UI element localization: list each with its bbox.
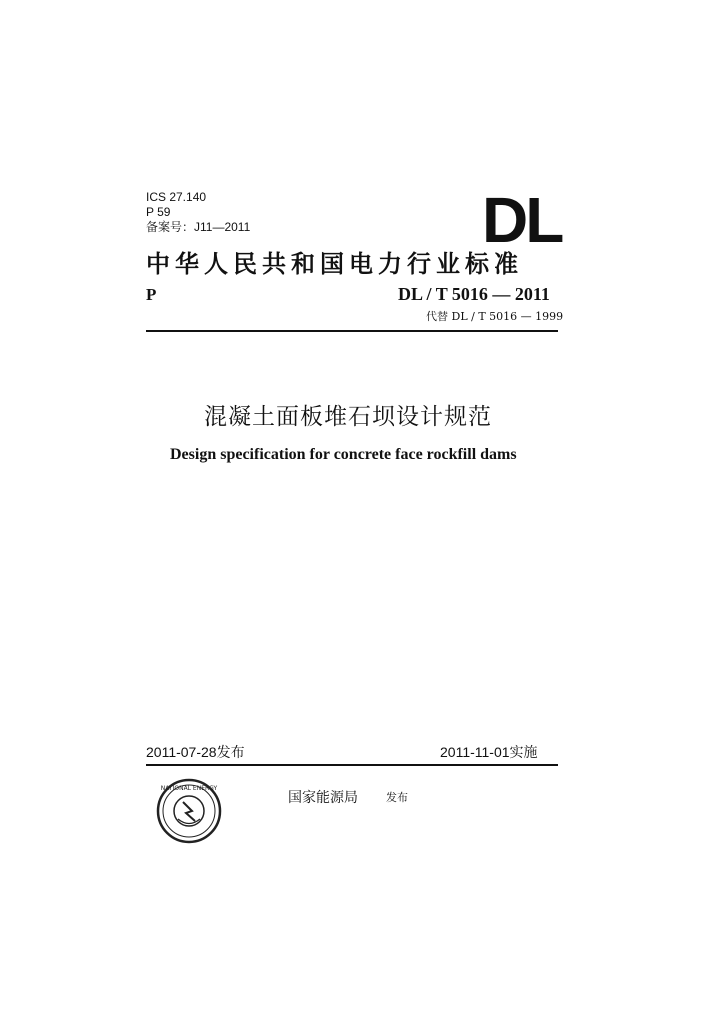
seal-text: NATIONAL ENERGY — [160, 785, 218, 792]
replaces-standard: 代替 DL / T 5016 — 1999 — [426, 310, 564, 323]
document-title-chinese: 混凝土面板堆石坝设计规范 — [204, 404, 492, 430]
document-title-english: Design specification for concrete face rockfill dams — [170, 446, 517, 463]
footer-divider — [146, 764, 558, 766]
ics-code: ICS 27.140 — [146, 190, 207, 204]
dl-logo: DL — [482, 184, 562, 256]
effective-date: 2011-11-01实施 — [440, 744, 538, 760]
issuing-authority: 国家能源局 — [288, 790, 358, 806]
standard-number: DL / T 5016 — 2011 — [398, 284, 550, 304]
issuing-authority-seal — [156, 778, 222, 844]
filing-number: 备案号：J11—2011 — [146, 220, 251, 234]
classification-code: P 59 — [146, 205, 171, 219]
issue-date: 2011-07-28发布 — [146, 744, 245, 760]
header-divider — [146, 330, 558, 332]
issue-word: 发布 — [386, 791, 408, 804]
category-letter: P — [146, 285, 157, 304]
organization-title: 中华人民共和国电力行业标准 — [146, 249, 523, 278]
